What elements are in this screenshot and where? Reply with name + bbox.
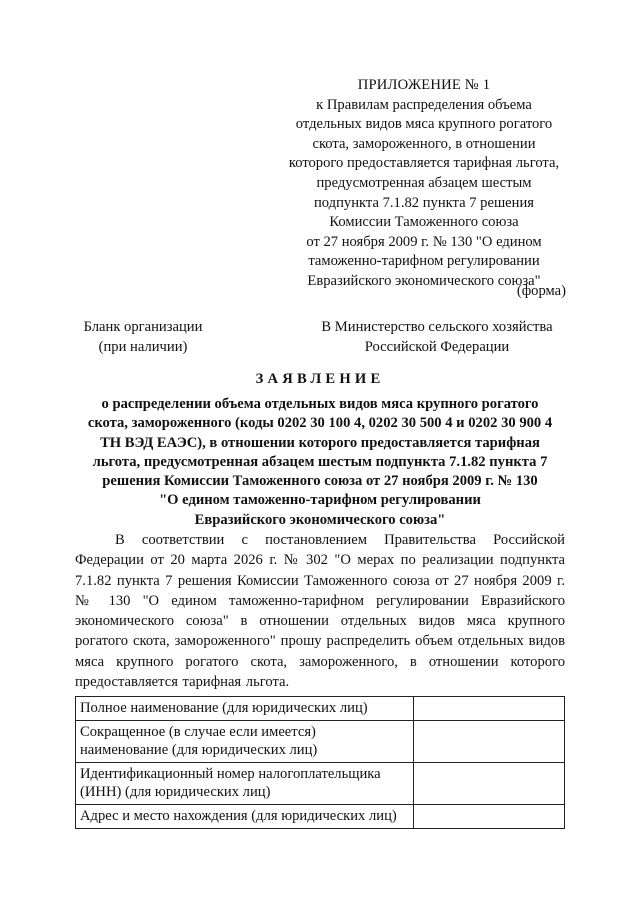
appendix-line: Комиссии Таможенного союза bbox=[329, 214, 519, 231]
row-label-line: Адрес и место нахождения (для юридических лиц) bbox=[80, 807, 397, 824]
applicant-info-table bbox=[75, 696, 565, 829]
table-row bbox=[76, 762, 565, 804]
organization-line: Бланк организации bbox=[83, 319, 203, 335]
application-body: В соответствии с постановлением Правительства Российской Федерации от 20 марта 2026 г. № 302 "О мерах по реализации подпункта 7.1.82 пункта 7 решения Комиссии Таможенного союза от 27 ноября 2009 г. № 130 "О едином таможенно-тарифном регулировании Евразийского экономического союза" в отношении отдельных видов мяса крупного рогатого скота, замороженного" прошу распределить объем отдельных видов мяса крупного рогатого скота, замороженного, в отношении которого предоставляется тарифная льгота. bbox=[75, 532, 565, 691]
appendix-header bbox=[268, 76, 580, 292]
application-title: ЗАЯВЛЕНИЕ bbox=[255, 371, 385, 387]
subject-line: ТН ВЭД ЕАЭС), в отношении которого предоставляется тарифная bbox=[100, 434, 540, 451]
subject-line: "О едином таможенно-тарифном регулировании bbox=[159, 492, 481, 509]
subject-line: льгота, предусмотренная абзацем шестым подпункта 7.1.82 пункта 7 bbox=[92, 453, 548, 470]
row-value-cell[interactable] bbox=[413, 762, 564, 804]
appendix-line: отдельных видов мяса крупного рогатого bbox=[295, 116, 553, 133]
table-row bbox=[76, 720, 565, 762]
subject-line: о распределении объема отдельных видов мяса крупного рогатого bbox=[101, 396, 539, 412]
organization-note: (при наличии) bbox=[98, 338, 188, 355]
appendix-line: к Правилам распределения объема bbox=[316, 96, 532, 113]
row-label-line: Полное наименование (для юридических лиц) bbox=[80, 700, 368, 716]
form-label: (форма) bbox=[516, 283, 566, 299]
row-value-cell[interactable] bbox=[413, 720, 564, 762]
row-label bbox=[76, 720, 414, 762]
appendix-line: которого предоставляется тарифная льгота, bbox=[288, 155, 560, 172]
appendix-line: скота, замороженного, в отношении bbox=[312, 135, 536, 152]
addressee-line: В Министерство сельского хозяйства bbox=[321, 319, 553, 335]
addressee bbox=[307, 318, 567, 357]
subject-line: скота, замороженного (коды 0202 30 100 4, 0202 30 500 4 и 0202 30 900 4 bbox=[87, 415, 553, 432]
subject-line: решения Комиссии Таможенного союза от 27 ноября 2009 г. № 130 bbox=[102, 473, 538, 490]
appendix-line: Евразийского экономического союза" bbox=[307, 272, 541, 289]
row-label-line: (ИНН) (для юридических лиц) bbox=[80, 784, 271, 801]
row-label bbox=[76, 762, 414, 804]
appendix-line: предусмотренная абзацем шестым bbox=[316, 174, 532, 191]
table-row bbox=[76, 697, 565, 721]
row-label bbox=[76, 697, 414, 721]
appendix-line: от 27 ноября 2009 г. № 130 "О едином bbox=[306, 233, 542, 250]
subject-line: Евразийского экономического союза" bbox=[194, 511, 446, 528]
row-label-line: Сокращенное (в случае если имеется) bbox=[80, 723, 316, 740]
appendix-title: ПРИЛОЖЕНИЕ № 1 bbox=[357, 77, 491, 93]
row-value-cell[interactable] bbox=[413, 697, 564, 721]
addressee-line: Российской Федерации bbox=[364, 338, 510, 355]
application-subject bbox=[75, 395, 565, 530]
appendix-line: подпункта 7.1.82 пункта 7 решения bbox=[313, 194, 534, 211]
row-value-cell[interactable] bbox=[413, 804, 564, 828]
table-row bbox=[76, 804, 565, 828]
row-label-line: Идентификационный номер налогоплательщика bbox=[80, 765, 381, 782]
row-label bbox=[76, 804, 414, 828]
row-label-line: наименование (для юридических лиц) bbox=[80, 742, 318, 759]
organization-letterhead bbox=[75, 318, 211, 357]
appendix-line: таможенно-тарифном регулировании bbox=[308, 253, 540, 270]
